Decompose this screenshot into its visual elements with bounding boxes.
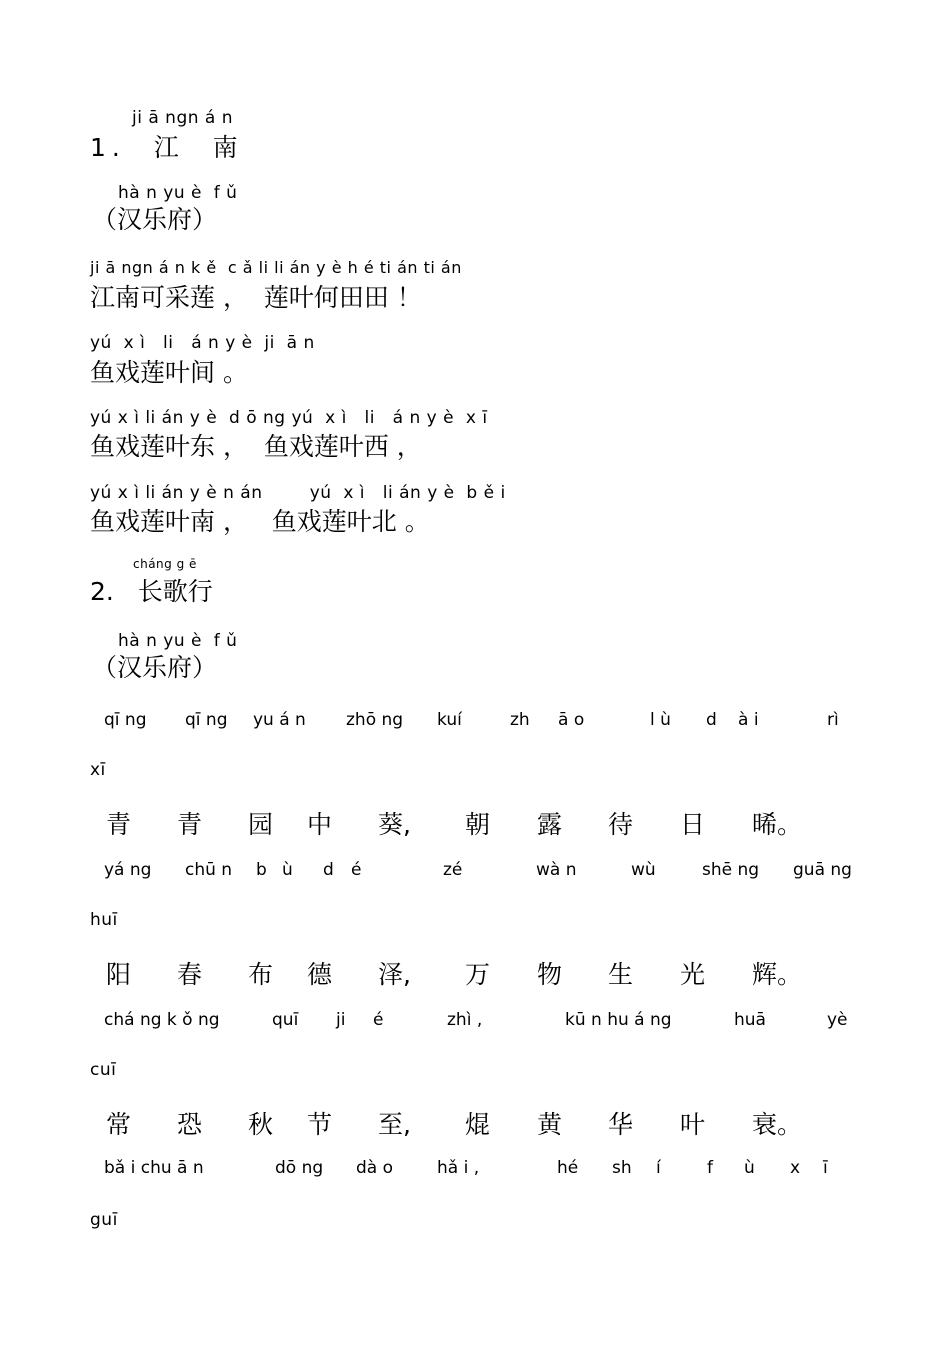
pinyin-syllable: zh xyxy=(510,710,530,730)
hanzi-char: 辉。 xyxy=(752,960,803,989)
hanzi-char: 布 xyxy=(248,960,274,989)
hanzi-char: 葵, xyxy=(378,810,411,839)
pinyin-syllable: yá ng xyxy=(104,860,152,880)
hanzi-char: 晞。 xyxy=(752,810,803,839)
pinyin-syllable: ā o xyxy=(558,710,585,730)
stanza4-pinyin-wrap: guī xyxy=(90,1210,118,1230)
pinyin-syllable: à i xyxy=(738,710,759,730)
hanzi-char: 万 xyxy=(465,960,491,989)
hanzi-char: 常 xyxy=(106,1110,132,1139)
pinyin-syllable: yu á n xyxy=(253,710,306,730)
hanzi-char: 待 xyxy=(608,810,634,839)
pinyin-syllable: hé xyxy=(557,1158,579,1178)
poem2-title-pinyin: cháng g ē xyxy=(133,557,197,571)
hanzi-char: 朝 xyxy=(465,810,491,839)
pinyin-syllable: x xyxy=(790,1158,801,1178)
hanzi-char: 秋 xyxy=(248,1110,274,1139)
pinyin-syllable: zhì , xyxy=(447,1010,483,1030)
poem1-line1-pinyin: ji ā ngn á n k ě c ǎ li li án y è h é ti án ti án xyxy=(90,258,462,277)
stanza2-pinyin-wrap: huī xyxy=(90,910,118,930)
pinyin-syllable: guā ng xyxy=(793,860,852,880)
poem1-line4-pinyin: yú x ì li án y è n án yú x ì li án y è b ě i xyxy=(90,483,506,503)
pinyin-syllable: ī xyxy=(823,1158,828,1178)
pinyin-syllable: qī ng xyxy=(185,710,228,730)
pinyin-syllable: yè xyxy=(827,1010,848,1030)
hanzi-char: 园 xyxy=(248,810,274,839)
hanzi-char: 生 xyxy=(608,960,634,989)
hanzi-char: 泽, xyxy=(378,960,411,989)
pinyin-syllable: í xyxy=(656,1158,661,1178)
pinyin-syllable: d xyxy=(323,860,334,880)
poem1-line2: 鱼戏莲叶间 。 xyxy=(90,358,248,387)
hanzi-char: 叶 xyxy=(680,1110,706,1139)
pinyin-syllable: ù xyxy=(282,860,293,880)
pinyin-syllable: qī ng xyxy=(104,710,147,730)
hanzi-char: 物 xyxy=(537,960,563,989)
pinyin-syllable: d xyxy=(706,710,717,730)
hanzi-char: 节 xyxy=(307,1110,333,1139)
poem2-author: （汉乐府） xyxy=(92,653,218,682)
pinyin-syllable: zhō ng xyxy=(346,710,404,730)
hanzi-char: 日 xyxy=(680,810,706,839)
hanzi-char: 华 xyxy=(608,1110,634,1139)
pinyin-syllable: wà n xyxy=(536,860,577,880)
pinyin-syllable: f xyxy=(707,1158,713,1178)
pinyin-syllable: chū n xyxy=(185,860,233,880)
hanzi-char: 恐 xyxy=(177,1110,203,1139)
pinyin-syllable: é xyxy=(373,1010,384,1030)
poem1-title-pinyin: ji ā ngn á n xyxy=(132,108,234,128)
stanza3-pinyin-wrap: cuī xyxy=(90,1060,117,1080)
poem1-line2-pinyin: yú x ì li á n y è ji ā n xyxy=(90,333,315,353)
pinyin-syllable: wù xyxy=(631,860,656,880)
hanzi-char: 露 xyxy=(537,810,563,839)
poem1-line1: 江南可采莲 ， 莲叶何田田 ！ xyxy=(90,283,422,312)
pinyin-syllable: shē ng xyxy=(702,860,760,880)
pinyin-syllable: l ù xyxy=(650,710,671,730)
pinyin-syllable: b xyxy=(256,860,267,880)
hanzi-char: 青 xyxy=(177,810,203,839)
poem1-line3-pinyin: yú x ì li án y è d ō ng yú x ì li á n y è x ī xyxy=(90,408,488,428)
hanzi-char: 春 xyxy=(177,960,203,989)
poem1-line4: 鱼戏莲叶南 ， 鱼戏莲叶北 。 xyxy=(90,507,430,536)
pinyin-syllable: kuí xyxy=(437,710,462,730)
hanzi-char: 阳 xyxy=(106,960,132,989)
pinyin-syllable: ji xyxy=(336,1010,346,1030)
pinyin-syllable: dà o xyxy=(356,1158,394,1178)
pinyin-syllable: chá ng k ǒ ng xyxy=(104,1010,220,1030)
hanzi-char: 德 xyxy=(307,960,333,989)
stanza1-pinyin-wrap: xī xyxy=(90,760,106,780)
hanzi-char: 光 xyxy=(680,960,706,989)
pinyin-syllable: é xyxy=(351,860,362,880)
pinyin-syllable: rì xyxy=(827,710,839,730)
pinyin-syllable: ù xyxy=(744,1158,755,1178)
pinyin-syllable: kū n hu á ng xyxy=(565,1010,672,1030)
pinyin-syllable: sh xyxy=(612,1158,632,1178)
pinyin-syllable: zé xyxy=(443,860,463,880)
pinyin-syllable: huā xyxy=(734,1010,766,1030)
hanzi-char: 至, xyxy=(378,1110,411,1139)
poem1-author-pinyin: hà n yu è f ǔ xyxy=(118,183,238,203)
pinyin-syllable: dō ng xyxy=(275,1158,324,1178)
poem1-title: 1. 江 南 xyxy=(90,133,244,162)
poem2-title: 2. 长歌行 xyxy=(90,577,213,606)
poem2-author-pinyin: hà n yu è f ǔ xyxy=(118,631,238,651)
hanzi-char: 衰。 xyxy=(752,1110,803,1139)
pinyin-syllable: quī xyxy=(272,1010,299,1030)
poem1-author: （汉乐府） xyxy=(92,205,218,234)
hanzi-char: 中 xyxy=(307,810,333,839)
poem1-line3: 鱼戏莲叶东 ， 鱼戏莲叶西 ， xyxy=(90,432,422,461)
pinyin-syllable: bǎ i chu ā n xyxy=(104,1158,204,1178)
hanzi-char: 青 xyxy=(106,810,132,839)
hanzi-char: 黄 xyxy=(537,1110,563,1139)
pinyin-syllable: hǎ i , xyxy=(437,1158,480,1178)
hanzi-char: 焜 xyxy=(465,1110,491,1139)
